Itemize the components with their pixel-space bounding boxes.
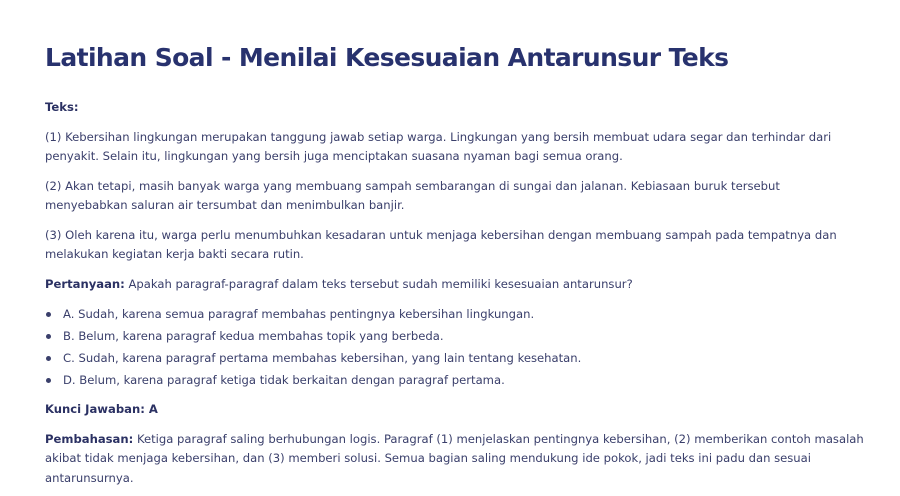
question-label: Pertanyaan: bbox=[45, 276, 125, 291]
option-d bbox=[45, 369, 865, 391]
paragraph-1: (1) Kebersihan lingkungan merupakan tanggung jawab setiap warga. Lingkungan yang bersih membuat udara segar dan terhindar dari penyakit. Selain itu, lingkungan yang bersih juga menciptakan suasana nyaman bagi semua orang. bbox=[45, 129, 832, 163]
option-b-text: B. Belum, karena paragraf kedua membahas topik yang berbeda. bbox=[63, 329, 444, 343]
answer-key: Kunci Jawaban: A bbox=[45, 402, 158, 416]
discussion-text: Ketiga paragraf saling berhubungan logis. Paragraf (1) menjelaskan pentingnya kebersihan, (2) memberikan contoh masalah akibat tidak menjaga kebersihan, dan (3) memberi solusi. Semua bagian saling mendukung ide pokok, jadi teks ini padu dan sesuai antarunsurnya. bbox=[45, 431, 864, 485]
option-c-text: C. Sudah, karena paragraf pertama membahas kebersihan, yang lain tentang kesehatan. bbox=[63, 351, 582, 365]
page-title: Latihan Soal - Menilai Kesesuaian Antarunsur Teks bbox=[45, 43, 729, 72]
bullet-icon bbox=[46, 312, 51, 317]
paragraph-2: (2) Akan tetapi, masih banyak warga yang membuang sampah sembarangan di sungai dan jalanan. Kebiasaan buruk tersebut menyebabkan saluran air tersumbat dan menimbulkan banjir. bbox=[45, 178, 780, 212]
answer-options bbox=[45, 303, 865, 391]
bullet-icon bbox=[46, 334, 51, 339]
paragraph-3: (3) Oleh karena itu, warga perlu menumbuhkan kesadaran untuk menjaga kebersihan dengan membuang sampah pada tempatnya dan melakukan kegiatan kerja bakti secara rutin. bbox=[45, 227, 837, 261]
question-text: Apakah paragraf-paragraf dalam teks tersebut sudah memiliki kesesuaian antarunsur? bbox=[128, 276, 633, 291]
option-a-text: A. Sudah, karena semua paragraf membahas pentingnya kebersihan lingkungan. bbox=[63, 307, 535, 321]
text-section-label: Teks: bbox=[45, 100, 79, 114]
bullet-icon bbox=[46, 356, 51, 361]
question bbox=[45, 275, 865, 295]
option-a bbox=[45, 303, 865, 325]
discussion-label: Pembahasan: bbox=[45, 431, 134, 446]
option-c bbox=[45, 347, 865, 369]
option-d-text: D. Belum, karena paragraf ketiga tidak berkaitan dengan paragraf pertama. bbox=[63, 373, 505, 387]
discussion bbox=[45, 430, 865, 489]
option-b bbox=[45, 325, 865, 347]
exercise-document bbox=[45, 40, 865, 488]
bullet-icon bbox=[46, 378, 51, 383]
